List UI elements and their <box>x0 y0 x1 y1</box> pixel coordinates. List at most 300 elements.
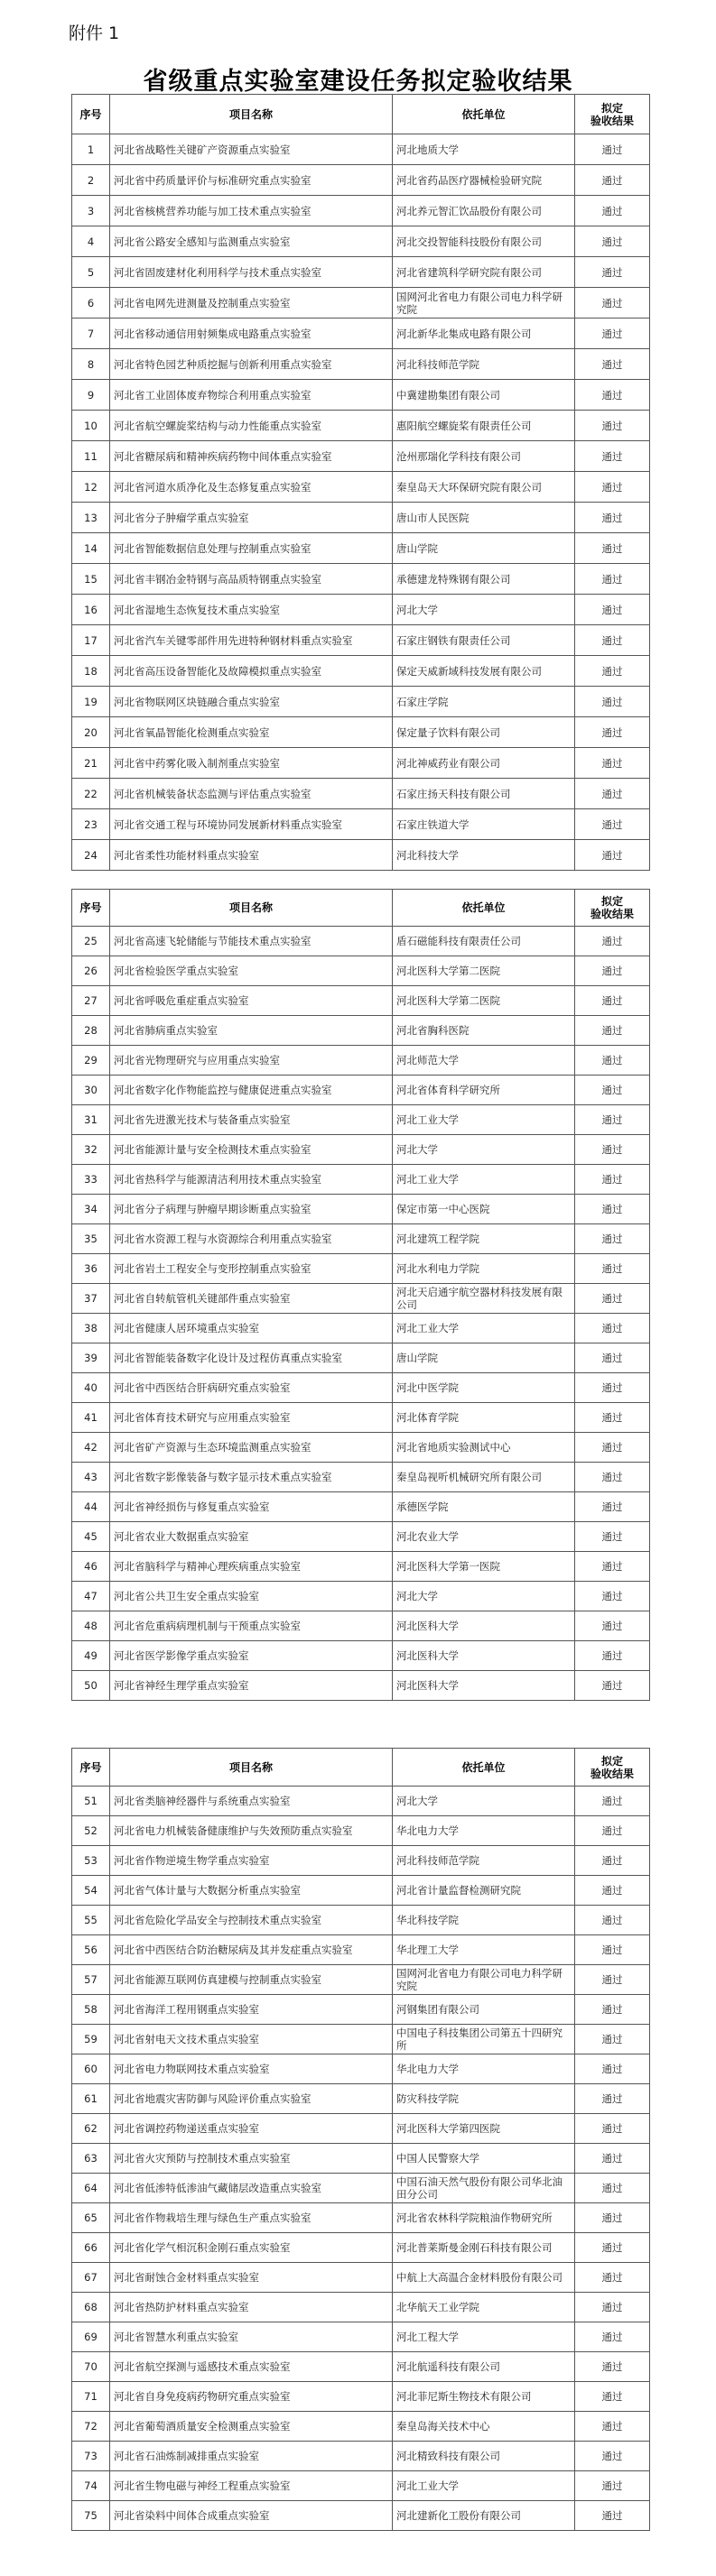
row-number: 57 <box>72 1965 110 1995</box>
project-name: 河北省岩土工程安全与变形控制重点实验室 <box>110 1254 393 1284</box>
acceptance-result: 通过 <box>575 441 650 472</box>
acceptance-result: 通过 <box>575 2501 650 2531</box>
host-unit: 河北普莱斯曼金刚石科技有限公司 <box>393 2233 575 2263</box>
column-header-result-line2: 验收结果 <box>590 114 634 127</box>
project-name: 河北省中药雾化吸入制剂重点实验室 <box>110 748 393 779</box>
table-row <box>72 1522 650 1552</box>
acceptance-result: 通过 <box>575 1135 650 1165</box>
table-row <box>72 1611 650 1641</box>
project-name: 河北省湿地生态恢复技术重点实验室 <box>110 595 393 625</box>
host-unit: 河北科技大学 <box>393 840 575 871</box>
table-row <box>72 1016 650 1046</box>
table-row <box>72 2352 650 2382</box>
acceptance-result: 通过 <box>575 1787 650 1816</box>
table-row <box>72 503 650 533</box>
project-name: 河北省航空探测与遥感技术重点实验室 <box>110 2352 393 2382</box>
project-name: 河北省类脑神经器件与系统重点实验室 <box>110 1787 393 1816</box>
host-unit: 承德建龙特殊钢有限公司 <box>393 564 575 595</box>
column-header-name: 项目名称 <box>110 1749 393 1787</box>
project-name: 河北省智能数据信息处理与控制重点实验室 <box>110 533 393 564</box>
acceptance-result: 通过 <box>575 1403 650 1433</box>
host-unit: 国网河北省电力有限公司电力科学研究院 <box>393 288 575 319</box>
acceptance-result: 通过 <box>575 472 650 503</box>
host-unit: 保定市第一中心医院 <box>393 1195 575 1224</box>
acceptance-result: 通过 <box>575 1463 650 1492</box>
host-unit: 保定天威新域科技发展有限公司 <box>393 656 575 687</box>
project-name: 河北省耐蚀合金材料重点实验室 <box>110 2263 393 2293</box>
table-row <box>72 2322 650 2352</box>
acceptance-result: 通过 <box>575 687 650 717</box>
acceptance-result: 通过 <box>575 257 650 288</box>
acceptance-result: 通过 <box>575 1284 650 1314</box>
table-row <box>72 533 650 564</box>
project-name: 河北省海洋工程用钢重点实验室 <box>110 1995 393 2025</box>
project-name: 河北省检验医学重点实验室 <box>110 956 393 986</box>
table-row <box>72 1314 650 1343</box>
row-number: 33 <box>72 1165 110 1195</box>
row-number: 36 <box>72 1254 110 1284</box>
table-row <box>72 2203 650 2233</box>
table-row <box>72 1105 650 1135</box>
row-number: 61 <box>72 2084 110 2114</box>
table-row <box>72 1552 650 1582</box>
acceptance-result: 通过 <box>575 2144 650 2174</box>
project-name: 河北省石油炼制减排重点实验室 <box>110 2442 393 2471</box>
project-name: 河北省射电天文技术重点实验室 <box>110 2025 393 2054</box>
project-name: 河北省热防护材料重点实验室 <box>110 2293 393 2322</box>
host-unit: 河北科技师范学院 <box>393 1846 575 1876</box>
row-number: 8 <box>72 349 110 380</box>
column-header-name: 项目名称 <box>110 95 393 134</box>
project-name: 河北省分子肿瘤学重点实验室 <box>110 503 393 533</box>
row-number: 12 <box>72 472 110 503</box>
project-name: 河北省水资源工程与水资源综合利用重点实验室 <box>110 1224 393 1254</box>
row-number: 31 <box>72 1105 110 1135</box>
table-row <box>72 779 650 809</box>
table-row <box>72 2293 650 2322</box>
acceptance-result: 通过 <box>575 1046 650 1076</box>
row-number: 22 <box>72 779 110 809</box>
row-number: 11 <box>72 441 110 472</box>
row-number: 44 <box>72 1492 110 1522</box>
acceptance-result: 通过 <box>575 2471 650 2501</box>
table-row <box>72 809 650 840</box>
table-row <box>72 2114 650 2144</box>
table-row <box>72 1076 650 1105</box>
host-unit: 石家庄扬天科技有限公司 <box>393 779 575 809</box>
table-row <box>72 1135 650 1165</box>
row-number: 74 <box>72 2471 110 2501</box>
row-number: 41 <box>72 1403 110 1433</box>
host-unit: 河北工业大学 <box>393 2471 575 2501</box>
host-unit: 河北医科大学第二医院 <box>393 956 575 986</box>
host-unit: 防灾科技学院 <box>393 2084 575 2114</box>
row-number: 28 <box>72 1016 110 1046</box>
acceptance-result: 通过 <box>575 1641 650 1671</box>
table-row <box>72 1935 650 1965</box>
table-row <box>72 1195 650 1224</box>
acceptance-result: 通过 <box>575 1433 650 1463</box>
acceptance-result: 通过 <box>575 1965 650 1995</box>
acceptance-result: 通过 <box>575 1611 650 1641</box>
project-name: 河北省气体计量与大数据分析重点实验室 <box>110 1876 393 1906</box>
project-name: 河北省电力物联网技术重点实验室 <box>110 2054 393 2084</box>
host-unit: 国网河北省电力有限公司电力科学研究院 <box>393 1965 575 1995</box>
table-row <box>72 986 650 1016</box>
host-unit: 河北医科大学第二医院 <box>393 986 575 1016</box>
table-row <box>72 2501 650 2531</box>
row-number: 62 <box>72 2114 110 2144</box>
column-header-result <box>575 1749 650 1787</box>
project-name: 河北省自转航管机关键部件重点实验室 <box>110 1284 393 1314</box>
acceptance-result: 通过 <box>575 533 650 564</box>
host-unit: 河北天启通宇航空器材科技发展有限公司 <box>393 1284 575 1314</box>
row-number: 27 <box>72 986 110 1016</box>
table-row <box>72 472 650 503</box>
row-number: 42 <box>72 1433 110 1463</box>
table-row <box>72 1965 650 1995</box>
host-unit: 河北省药品医疗器械检验研究院 <box>393 165 575 196</box>
table-row <box>72 595 650 625</box>
project-name: 河北省神经生理学重点实验室 <box>110 1671 393 1701</box>
table-row <box>72 2025 650 2054</box>
table-row <box>72 1463 650 1492</box>
column-header-no: 序号 <box>72 1749 110 1787</box>
project-name: 河北省机械装备状态监测与评估重点实验室 <box>110 779 393 809</box>
row-number: 20 <box>72 717 110 748</box>
acceptance-result: 通过 <box>575 2382 650 2412</box>
host-unit: 河北工程大学 <box>393 2322 575 2352</box>
host-unit: 河北体育学院 <box>393 1403 575 1433</box>
host-unit: 河北建筑工程学院 <box>393 1224 575 1254</box>
row-number: 70 <box>72 2352 110 2382</box>
table-row <box>72 1787 650 1816</box>
acceptance-result: 通过 <box>575 349 650 380</box>
row-number: 3 <box>72 196 110 226</box>
host-unit: 河北省农林科学院粮油作物研究所 <box>393 2203 575 2233</box>
host-unit: 盾石磁能科技有限责任公司 <box>393 927 575 956</box>
host-unit: 唐山学院 <box>393 1343 575 1373</box>
column-header-unit: 依托单位 <box>393 95 575 134</box>
host-unit: 河北医科大学 <box>393 1641 575 1671</box>
host-unit: 华北科技学院 <box>393 1906 575 1935</box>
column-header-result-line1: 拟定 <box>600 101 623 115</box>
acceptance-result: 通过 <box>575 134 650 165</box>
acceptance-result: 通过 <box>575 165 650 196</box>
row-number: 72 <box>72 2412 110 2442</box>
table-row <box>72 380 650 411</box>
table-row <box>72 1403 650 1433</box>
acceptance-result: 通过 <box>575 1195 650 1224</box>
row-number: 19 <box>72 687 110 717</box>
host-unit: 石家庄铁道大学 <box>393 809 575 840</box>
host-unit: 唐山学院 <box>393 533 575 564</box>
acceptance-result: 通过 <box>575 1582 650 1611</box>
acceptance-result: 通过 <box>575 1105 650 1135</box>
table-row <box>72 1846 650 1876</box>
row-number: 7 <box>72 319 110 349</box>
table-row <box>72 1373 650 1403</box>
table-row <box>72 1671 650 1701</box>
acceptance-result: 通过 <box>575 779 650 809</box>
row-number: 59 <box>72 2025 110 2054</box>
host-unit: 惠阳航空螺旋桨有限责任公司 <box>393 411 575 441</box>
row-number: 18 <box>72 656 110 687</box>
project-name: 河北省高压设备智能化及故障模拟重点实验室 <box>110 656 393 687</box>
project-name: 河北省特色园艺种质挖掘与创新利用重点实验室 <box>110 349 393 380</box>
host-unit: 河北航遥科技有限公司 <box>393 2352 575 2382</box>
table-row <box>72 1046 650 1076</box>
row-number: 10 <box>72 411 110 441</box>
project-name: 河北省交通工程与环境协同发展新材料重点实验室 <box>110 809 393 840</box>
row-number: 1 <box>72 134 110 165</box>
host-unit: 河北交投智能科技股份有限公司 <box>393 226 575 257</box>
row-number: 24 <box>72 840 110 871</box>
host-unit: 河北工业大学 <box>393 1105 575 1135</box>
host-unit: 华北电力大学 <box>393 2054 575 2084</box>
host-unit: 河北省胸科医院 <box>393 1016 575 1046</box>
project-name: 河北省光物理研究与应用重点实验室 <box>110 1046 393 1076</box>
host-unit: 石家庄学院 <box>393 687 575 717</box>
table-row <box>72 411 650 441</box>
table-row <box>72 319 650 349</box>
acceptance-result: 通过 <box>575 1254 650 1284</box>
project-name: 河北省智慧水利重点实验室 <box>110 2322 393 2352</box>
table-row <box>72 1995 650 2025</box>
table-row <box>72 134 650 165</box>
acceptance-result: 通过 <box>575 2084 650 2114</box>
acceptance-result: 通过 <box>575 2322 650 2352</box>
column-header-result-line1: 拟定 <box>600 1754 623 1768</box>
host-unit: 石家庄钢铁有限责任公司 <box>393 625 575 656</box>
project-name: 河北省物联网区块链融合重点实验室 <box>110 687 393 717</box>
table-row <box>72 1284 650 1314</box>
table-row <box>72 625 650 656</box>
project-name: 河北省低渗特低渗油气藏储层改造重点实验室 <box>110 2174 393 2203</box>
project-name: 河北省呼吸危重症重点实验室 <box>110 986 393 1016</box>
row-number: 2 <box>72 165 110 196</box>
table-row <box>72 1165 650 1195</box>
table-row <box>72 840 650 871</box>
acceptance-result: 通过 <box>575 2233 650 2263</box>
table-row <box>72 196 650 226</box>
acceptance-result: 通过 <box>575 2054 650 2084</box>
row-number: 43 <box>72 1463 110 1492</box>
host-unit: 河北师范大学 <box>393 1046 575 1076</box>
project-name: 河北省数字化作物能监控与健康促进重点实验室 <box>110 1076 393 1105</box>
row-number: 67 <box>72 2263 110 2293</box>
project-name: 河北省电力机械装备健康维护与失效预防重点实验室 <box>110 1816 393 1846</box>
acceptance-result: 通过 <box>575 2114 650 2144</box>
row-number: 50 <box>72 1671 110 1701</box>
host-unit: 唐山市人民医院 <box>393 503 575 533</box>
column-header-no: 序号 <box>72 95 110 134</box>
acceptance-result: 通过 <box>575 564 650 595</box>
host-unit: 河北大学 <box>393 1787 575 1816</box>
project-name: 河北省战略性关键矿产资源重点实验室 <box>110 134 393 165</box>
row-number: 15 <box>72 564 110 595</box>
acceptance-result: 通过 <box>575 2412 650 2442</box>
project-name: 河北省丰钢冶金特钢与高品质特钢重点实验室 <box>110 564 393 595</box>
project-name: 河北省作物逆境生物学重点实验室 <box>110 1846 393 1876</box>
table-header-row <box>72 95 650 134</box>
acceptance-result: 通过 <box>575 1552 650 1582</box>
column-header-result-line2: 验收结果 <box>590 1767 634 1780</box>
acceptance-result: 通过 <box>575 1224 650 1254</box>
project-name: 河北省农业大数据重点实验室 <box>110 1522 393 1552</box>
row-number: 17 <box>72 625 110 656</box>
row-number: 47 <box>72 1582 110 1611</box>
table-row <box>72 2144 650 2174</box>
acceptance-result: 通过 <box>575 840 650 871</box>
column-header-result-line1: 拟定 <box>600 895 623 908</box>
acceptance-result: 通过 <box>575 1492 650 1522</box>
project-name: 河北省数字影像装备与数字显示技术重点实验室 <box>110 1463 393 1492</box>
acceptance-result: 通过 <box>575 1373 650 1403</box>
table-row <box>72 564 650 595</box>
row-number: 37 <box>72 1284 110 1314</box>
acceptance-result: 通过 <box>575 927 650 956</box>
acceptance-result: 通过 <box>575 2174 650 2203</box>
project-name: 河北省汽车关键零部件用先进特种钢材料重点实验室 <box>110 625 393 656</box>
acceptance-result: 通过 <box>575 2293 650 2322</box>
row-number: 69 <box>72 2322 110 2352</box>
project-name: 河北省热科学与能源清洁利用技术重点实验室 <box>110 1165 393 1195</box>
host-unit: 沧州那瑞化学科技有限公司 <box>393 441 575 472</box>
row-number: 35 <box>72 1224 110 1254</box>
row-number: 49 <box>72 1641 110 1671</box>
project-name: 河北省柔性功能材料重点实验室 <box>110 840 393 871</box>
table-row <box>72 717 650 748</box>
row-number: 25 <box>72 927 110 956</box>
host-unit: 中国石油天然气股份有限公司华北油田分公司 <box>393 2174 575 2203</box>
row-number: 56 <box>72 1935 110 1965</box>
results-table-section-3 <box>71 1748 650 2531</box>
acceptance-result: 通过 <box>575 2442 650 2471</box>
row-number: 66 <box>72 2233 110 2263</box>
acceptance-result: 通过 <box>575 748 650 779</box>
row-number: 39 <box>72 1343 110 1373</box>
project-name: 河北省工业固体废弃物综合利用重点实验室 <box>110 380 393 411</box>
column-header-result <box>575 890 650 927</box>
acceptance-result: 通过 <box>575 1165 650 1195</box>
project-name: 河北省电网先进测量及控制重点实验室 <box>110 288 393 319</box>
project-name: 河北省氧晶智能化检测重点实验室 <box>110 717 393 748</box>
table-row <box>72 349 650 380</box>
column-header-no: 序号 <box>72 890 110 927</box>
row-number: 34 <box>72 1195 110 1224</box>
acceptance-result: 通过 <box>575 2352 650 2382</box>
host-unit: 河钢集团有限公司 <box>393 1995 575 2025</box>
project-name: 河北省脑科学与精神心理疾病重点实验室 <box>110 1552 393 1582</box>
project-name: 河北省染料中间体合成重点实验室 <box>110 2501 393 2531</box>
column-header-result-line2: 验收结果 <box>590 908 634 920</box>
project-name: 河北省先进激光技术与装备重点实验室 <box>110 1105 393 1135</box>
acceptance-result: 通过 <box>575 1935 650 1965</box>
host-unit: 中航上大高温合金材料股份有限公司 <box>393 2263 575 2293</box>
row-number: 64 <box>72 2174 110 2203</box>
acceptance-result: 通过 <box>575 656 650 687</box>
row-number: 51 <box>72 1787 110 1816</box>
row-number: 6 <box>72 288 110 319</box>
project-name: 河北省神经损伤与修复重点实验室 <box>110 1492 393 1522</box>
acceptance-result: 通过 <box>575 1995 650 2025</box>
row-number: 45 <box>72 1522 110 1552</box>
row-number: 29 <box>72 1046 110 1076</box>
host-unit: 河北水利电力学院 <box>393 1254 575 1284</box>
host-unit: 河北建新化工股份有限公司 <box>393 2501 575 2531</box>
row-number: 5 <box>72 257 110 288</box>
host-unit: 河北省地质实验测试中心 <box>393 1433 575 1463</box>
acceptance-result: 通过 <box>575 717 650 748</box>
acceptance-result: 通过 <box>575 1314 650 1343</box>
project-name: 河北省能源互联网仿真建模与控制重点实验室 <box>110 1965 393 1995</box>
acceptance-result: 通过 <box>575 1522 650 1552</box>
column-header-name: 项目名称 <box>110 890 393 927</box>
results-table-section-2 <box>71 889 650 1701</box>
host-unit: 北华航天工业学院 <box>393 2293 575 2322</box>
acceptance-result: 通过 <box>575 1906 650 1935</box>
table-row <box>72 2233 650 2263</box>
row-number: 30 <box>72 1076 110 1105</box>
project-name: 河北省能源计量与安全检测技术重点实验室 <box>110 1135 393 1165</box>
table-row <box>72 1641 650 1671</box>
project-name: 河北省肺病重点实验室 <box>110 1016 393 1046</box>
host-unit: 河北大学 <box>393 1135 575 1165</box>
project-name: 河北省生物电磁与神经工程重点实验室 <box>110 2471 393 2501</box>
project-name: 河北省矿产资源与生态环境监测重点实验室 <box>110 1433 393 1463</box>
project-name: 河北省固废建材化利用科学与技术重点实验室 <box>110 257 393 288</box>
host-unit: 中冀建勘集团有限公司 <box>393 380 575 411</box>
project-name: 河北省体育技术研究与应用重点实验室 <box>110 1403 393 1433</box>
row-number: 58 <box>72 1995 110 2025</box>
row-number: 4 <box>72 226 110 257</box>
row-number: 65 <box>72 2203 110 2233</box>
acceptance-result: 通过 <box>575 2203 650 2233</box>
table-row <box>72 748 650 779</box>
project-name: 河北省健康人居环境重点实验室 <box>110 1314 393 1343</box>
page-title: 省级重点实验室建设任务拟定验收结果 <box>143 68 573 96</box>
table-row <box>72 226 650 257</box>
host-unit: 秦皇岛视听机械研究所有限公司 <box>393 1463 575 1492</box>
column-header-unit: 依托单位 <box>393 890 575 927</box>
host-unit: 河北农业大学 <box>393 1522 575 1552</box>
host-unit: 河北菲尼斯生物技术有限公司 <box>393 2382 575 2412</box>
row-number: 16 <box>72 595 110 625</box>
project-name: 河北省中西医结合防治糖尿病及其并发症重点实验室 <box>110 1935 393 1965</box>
project-name: 河北省自身免疫病药物研究重点实验室 <box>110 2382 393 2412</box>
host-unit: 河北中医学院 <box>393 1373 575 1403</box>
host-unit: 河北精致科技有限公司 <box>393 2442 575 2471</box>
project-name: 河北省医学影像学重点实验室 <box>110 1641 393 1671</box>
column-header-result <box>575 95 650 134</box>
acceptance-result: 通过 <box>575 1343 650 1373</box>
host-unit: 河北省体育科学研究所 <box>393 1076 575 1105</box>
project-name: 河北省河道水质净化及生态修复重点实验室 <box>110 472 393 503</box>
host-unit: 河北省建筑科学研究院有限公司 <box>393 257 575 288</box>
row-number: 32 <box>72 1135 110 1165</box>
table-row <box>72 1433 650 1463</box>
acceptance-result: 通过 <box>575 319 650 349</box>
host-unit: 华北电力大学 <box>393 1816 575 1846</box>
row-number: 40 <box>72 1373 110 1403</box>
project-name: 河北省航空螺旋桨结构与动力性能重点实验室 <box>110 411 393 441</box>
row-number: 13 <box>72 503 110 533</box>
host-unit: 河北养元智汇饮品股份有限公司 <box>393 196 575 226</box>
table-row <box>72 2442 650 2471</box>
project-name: 河北省分子病理与肿瘤早期诊断重点实验室 <box>110 1195 393 1224</box>
attachment-label: 附件 1 <box>69 23 120 43</box>
